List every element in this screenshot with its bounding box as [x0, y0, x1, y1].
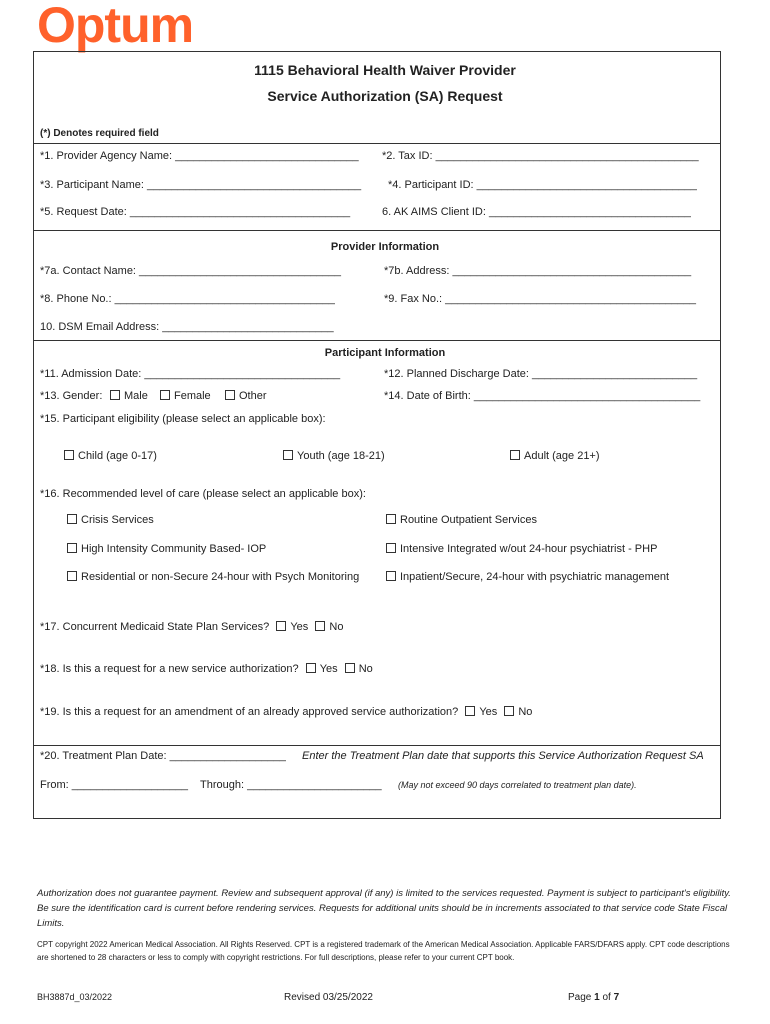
eligibility-adult-checkbox[interactable]	[510, 450, 520, 460]
loc-php[interactable]: Intensive Integrated w/out 24-hour psychiatrist - PHP	[386, 543, 657, 555]
level-of-care-label: *16. Recommended level of care (please select an applicable box):	[40, 488, 366, 500]
gender-female[interactable]: Female	[160, 390, 211, 402]
divider-participant	[33, 340, 721, 341]
gender-other[interactable]: Other	[225, 390, 267, 402]
gender-other-checkbox[interactable]	[225, 390, 235, 400]
gender-female-checkbox[interactable]	[160, 390, 170, 400]
fax-field[interactable]: *9. Fax No.: _________________________________________	[384, 293, 696, 305]
contact-name-field[interactable]: *7a. Contact Name: _________________________________	[40, 265, 341, 277]
dsm-email-field[interactable]: 10. DSM Email Address: ____________________________	[40, 321, 334, 333]
loc-inpatient-checkbox[interactable]	[386, 571, 396, 581]
q19-label: *19. Is this a request for an amendment of an already approved service authorization?	[40, 706, 459, 718]
participant-info-header: Participant Information	[324, 347, 446, 359]
q17-no-checkbox[interactable]	[315, 621, 325, 631]
loc-residential[interactable]: Residential or non-Secure 24-hour with Psych Monitoring	[67, 571, 359, 583]
eligibility-youth[interactable]: Youth (age 18-21)	[283, 450, 385, 462]
loc-routine[interactable]: Routine Outpatient Services	[386, 514, 537, 526]
phone-field[interactable]: *8. Phone No.: ____________________________________	[40, 293, 335, 305]
q19-yes-label: Yes	[479, 706, 498, 718]
form-title-line1: 1115 Behavioral Health Waiver Provider	[254, 62, 516, 78]
q19-row	[40, 706, 532, 718]
dob-field[interactable]: *14. Date of Birth: _____________________________________	[384, 390, 701, 402]
optum-logo: Optum	[37, 0, 194, 53]
q18-no-label: No	[358, 663, 373, 675]
loc-routine-checkbox[interactable]	[386, 514, 396, 524]
participant-name-field[interactable]: *3. Participant Name: ___________________________________	[40, 179, 362, 191]
provider-agency-field[interactable]: *1. Provider Agency Name: ______________________________	[40, 150, 359, 162]
loc-php-checkbox[interactable]	[386, 543, 396, 553]
through-field[interactable]: Through: ______________________	[200, 779, 382, 791]
q19-no-label: No	[518, 706, 533, 718]
page-prefix: Page	[568, 992, 592, 1003]
q17-no-label: No	[329, 621, 344, 633]
authorization-disclaimer: Authorization does not guarantee payment. Review and subsequent approval (if any) is limited to the services requested. Payment is subject to participant's eligibility. Be sure the identification card is current before rendering services. Requests for additional units should be in increments associated to that service code State Fiscal Limits.	[37, 888, 731, 929]
cpt-copyright: CPT copyright 2022 American Medical Association. All Rights Reserved. CPT is a registered trademark of the American Medical Association. Applicable FARS/DFARS apply. CPT code descriptions are shortened to 28 characters or less to comply with copyright restrictions. For full descriptions, please refer to your current CPT book.	[37, 940, 730, 962]
loc-crisis[interactable]: Crisis Services	[67, 514, 154, 526]
eligibility-child[interactable]: Child (age 0-17)	[64, 450, 157, 462]
tax-id-field[interactable]: *2. Tax ID: ___________________________________________	[382, 150, 699, 162]
page-number	[568, 992, 619, 1003]
loc-crisis-checkbox[interactable]	[67, 514, 77, 524]
admission-date-field[interactable]: *11. Admission Date: ________________________________	[40, 368, 341, 380]
provider-info-header: Provider Information	[330, 241, 440, 253]
required-note: (*) Denotes required field	[40, 128, 159, 139]
eligibility-child-checkbox[interactable]	[64, 450, 74, 460]
q18-row	[40, 663, 373, 675]
participant-id-field[interactable]: *4. Participant ID: ____________________________________	[388, 179, 697, 191]
q18-label: *18. Is this a request for a new service authorization?	[40, 663, 299, 675]
page-current: 1	[594, 992, 600, 1003]
eligibility-youth-checkbox[interactable]	[283, 450, 293, 460]
eligibility-label: *15. Participant eligibility (please select an applicable box):	[40, 413, 326, 425]
q17-yes-label: Yes	[290, 621, 309, 633]
divider-treatment	[33, 745, 721, 746]
form-frame	[33, 51, 721, 819]
page-total: 7	[613, 992, 620, 1003]
from-field[interactable]: From: ___________________	[40, 779, 189, 791]
form-code: BH3887d_03/2022	[37, 992, 113, 1002]
loc-residential-checkbox[interactable]	[67, 571, 77, 581]
form-title-line2: Service Authorization (SA) Request	[267, 88, 503, 104]
q19-no-checkbox[interactable]	[504, 706, 514, 716]
discharge-date-field[interactable]: *12. Planned Discharge Date: ___________________________	[384, 368, 698, 380]
divider-provider	[33, 230, 721, 231]
treatment-plan-note: Enter the Treatment Plan date that supports this Service Authorization Request SA	[302, 750, 704, 762]
q18-yes-checkbox[interactable]	[306, 663, 316, 673]
loc-inpatient[interactable]: Inpatient/Secure, 24-hour with psychiatric management	[386, 571, 669, 583]
q18-yes-label: Yes	[319, 663, 338, 675]
page-of: of	[602, 992, 611, 1003]
loc-iop[interactable]: High Intensity Community Based- IOP	[67, 543, 266, 555]
q17-row	[40, 621, 343, 633]
revised-date: Revised 03/25/2022	[284, 992, 373, 1003]
request-date-field[interactable]: *5. Request Date: ____________________________________	[40, 206, 351, 218]
q19-yes-checkbox[interactable]	[465, 706, 475, 716]
loc-iop-checkbox[interactable]	[67, 543, 77, 553]
eligibility-adult[interactable]: Adult (age 21+)	[510, 450, 600, 462]
divider-required	[33, 143, 721, 144]
q18-no-checkbox[interactable]	[345, 663, 355, 673]
through-note: (May not exceed 90 days correlated to treatment plan date).	[398, 780, 637, 790]
q17-yes-checkbox[interactable]	[276, 621, 286, 631]
gender-male[interactable]: Male	[110, 390, 148, 402]
gender-male-checkbox[interactable]	[110, 390, 120, 400]
ak-aims-field[interactable]: 6. AK AIMS Client ID: _________________________________	[382, 206, 691, 218]
treatment-plan-date-field[interactable]: *20. Treatment Plan Date: ___________________	[40, 750, 286, 762]
address-field[interactable]: *7b. Address: _______________________________________	[384, 265, 692, 277]
q17-label: *17. Concurrent Medicaid State Plan Services?	[40, 621, 270, 633]
gender-label: *13. Gender:	[40, 390, 103, 402]
